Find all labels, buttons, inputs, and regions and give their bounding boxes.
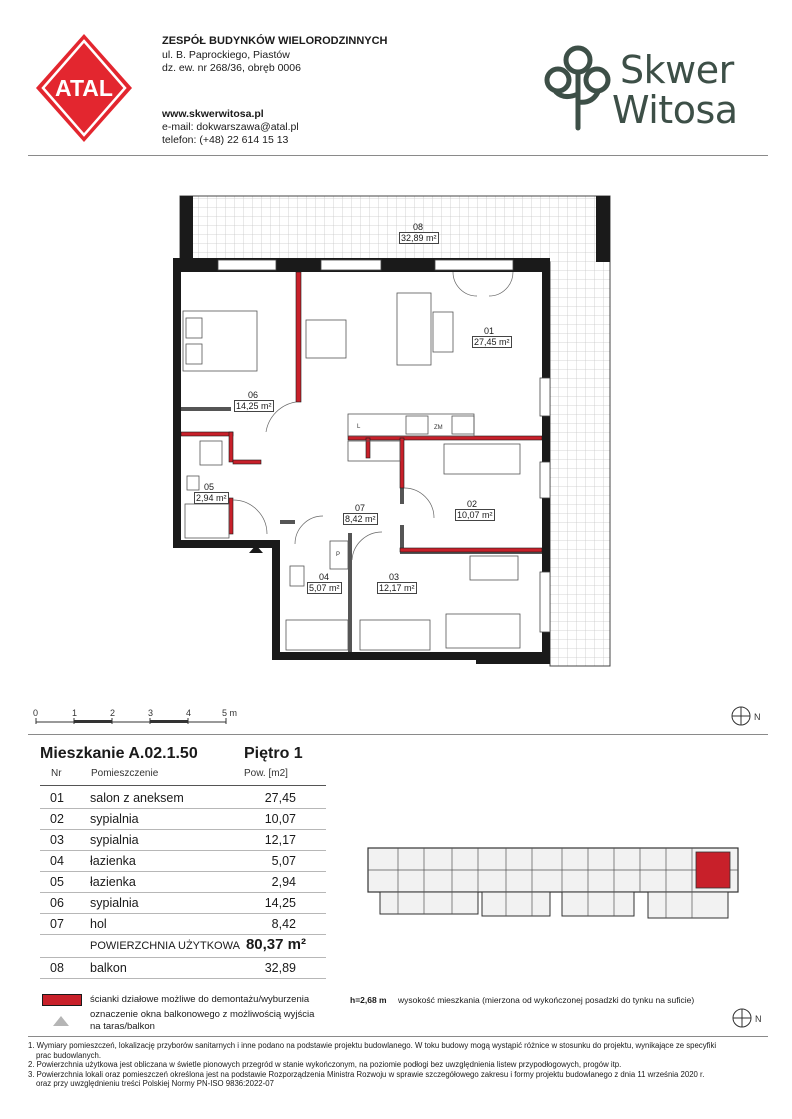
apartment-title: Mieszkanie A.02.1.50 (40, 745, 198, 762)
room-label-06: 06 14,25 m² (236, 390, 272, 411)
fixture-label-fridge: L (357, 424, 361, 430)
table-row: 04 łazienka 5,07 (40, 851, 326, 872)
building-key-plan (366, 844, 744, 924)
table-header-rule (40, 785, 326, 786)
table-row: 07 hol 8,42 (40, 914, 326, 935)
table-row: 06 sypialnia 14,25 (40, 893, 326, 914)
room-label-07: 07 8,42 m² (345, 503, 376, 524)
brand-name-line2: Witosa (612, 88, 738, 132)
footnotes (28, 1041, 776, 1089)
balcony-row: 08 balkon 32,89 (40, 958, 326, 979)
scale-bar (30, 708, 250, 728)
footnote-line: oraz przy uwzględnieniu treści Polskiej Normy PN-ISO 9836:2022-07 (36, 1079, 274, 1089)
legend-window-line1: oznaczenie okna balkonowego z możliwością wyjścia (90, 1009, 315, 1020)
table-row: 01 salon z aneksem 27,45 (40, 788, 326, 809)
scale-tick-0: 0 (33, 708, 39, 718)
room-label-08: 08 32,89 m² (401, 222, 437, 243)
email-line[interactable]: e-mail: dokwarszawa@atal.pl (162, 121, 299, 133)
phone-line: telefon: (+48) 22 614 15 13 (162, 134, 289, 146)
room-label-03: 03 12,17 m² (379, 572, 415, 593)
floor-plan (0, 160, 792, 700)
total-row (40, 935, 326, 958)
col-header-nr: Nr (51, 768, 62, 779)
footnote-line: prac budowlanych. (36, 1050, 102, 1060)
floor-label: Piętro 1 (244, 745, 303, 762)
scale-tick-4: 4 (186, 708, 192, 718)
north-label-small: N (755, 1014, 762, 1024)
col-header-room: Pomieszczenie (91, 768, 159, 779)
fixture-label-p: P (336, 552, 341, 558)
address-line: ul. B. Paprockiego, Piastów (162, 49, 290, 61)
room-label-05: 05 2,94 m² (196, 482, 227, 503)
website-link[interactable]: www.skwerwitosa.pl (162, 108, 264, 120)
footnote-line: 1. Wymiary pomieszczeń, lokalizację przyborów sanitarnych i inne podano na podstawie projektu budowlanego. W toku budowy mogą wystąpić różnice w stosunku do projektu, wynikające ze specyfiki (28, 1041, 717, 1050)
north-compass-icon (730, 704, 768, 728)
table-row: 03 sypialnia 12,17 (40, 830, 326, 851)
legend-walls: ścianki działowe możliwe do demontażu/wyburzenia (90, 994, 310, 1005)
brand-name-line1: Skwer (620, 48, 734, 92)
room-label-02: 02 10,07 m² (457, 499, 493, 520)
header-divider (28, 155, 768, 156)
legend-window-icon (52, 1015, 70, 1027)
room-label-01: 01 27,45 m² (474, 326, 510, 347)
total-value: 80,37 m² (245, 936, 306, 953)
footnote-line: 2. Powierzchnia użytkowa jest obliczana w świetle pionowych przegród w stanie wykończonym, na poziomie podłogi bez uwzględnienia listew przypodłogowych, progów itp. (28, 1060, 622, 1070)
company-title: ZESPÓŁ BUDYNKÓW WIELORODZINNYCH (162, 35, 388, 47)
north-compass-small-icon (730, 1006, 770, 1030)
apartment-highlight (696, 852, 730, 888)
height-desc: wysokość mieszkania (mierzona od wykończonej posadzki do tynku na suficie) (398, 995, 695, 1005)
north-label: N (754, 712, 761, 722)
legend-window-line2: na taras/balkon (90, 1021, 155, 1032)
rooms-table (40, 788, 326, 979)
atal-logo (34, 32, 134, 144)
room-label-04: 04 5,07 m² (309, 572, 340, 593)
plan-divider (28, 734, 768, 735)
scale-tick-1: 1 (72, 708, 78, 718)
table-row: 02 sypialnia 10,07 (40, 809, 326, 830)
scale-tick-5: 5 m (222, 708, 238, 718)
legend-wall-swatch (42, 994, 82, 1006)
table-row: 05 łazienka 2,94 (40, 872, 326, 893)
footnote-line: 3. Powierzchnia lokali oraz pomieszczeń określona jest na podstawie Rozporządzenia Ministra Rozwoju w sprawie szczegółowego zakresu i formy projektu budowlanego z dnia 11 września 2020 r. (28, 1069, 705, 1079)
scale-tick-3: 3 (148, 708, 154, 718)
total-label: POWIERZCHNIA UŻYTKOWA (90, 940, 240, 952)
tree-logo-icon (542, 44, 614, 132)
plot-line: dz. ew. nr 268/36, obręb 0006 (162, 62, 301, 74)
fixture-label-washer: ZM (434, 425, 443, 431)
col-header-area: Pow. [m2] (244, 768, 288, 779)
scale-tick-2: 2 (110, 708, 116, 718)
atal-logo-text: ATAL (55, 75, 113, 101)
height-value: h=2,68 m (350, 995, 387, 1005)
notes-divider (28, 1036, 768, 1037)
